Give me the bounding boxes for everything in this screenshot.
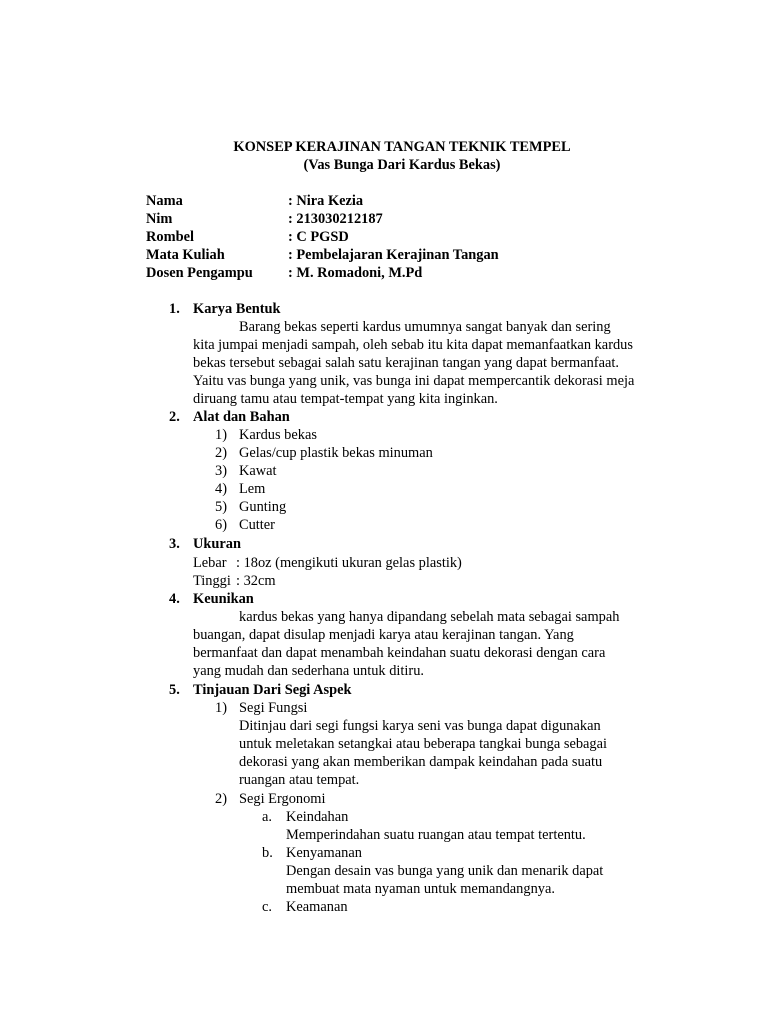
list-item: Cutter	[239, 517, 275, 533]
section-heading-tinjauan: Tinjauan Dari Segi Aspek	[193, 682, 352, 698]
list-item-number: 1)	[215, 427, 227, 443]
list-item-number: 5)	[215, 499, 227, 515]
section-heading-alat-bahan: Alat dan Bahan	[193, 409, 290, 425]
paragraph-line: ruangan atau tempat.	[239, 772, 360, 788]
list-item-number: 2)	[215, 791, 227, 807]
document-subtitle: (Vas Bunga Dari Kardus Bekas)	[303, 157, 501, 173]
list-item-letter: c.	[262, 899, 272, 915]
section-number: 4.	[169, 591, 180, 607]
paragraph-line: dekorasi yang akan memberikan dampak keindahan pada suatu	[239, 754, 603, 770]
section-number: 2.	[169, 409, 180, 425]
paragraph-line: buangan, dapat disulap menjadi karya atau kerajinan tangan. Yang	[193, 627, 574, 643]
list-item-label-kenyamanan: Kenyamanan	[286, 845, 362, 861]
paragraph-line: yang mudah dan sederhana untuk ditiru.	[193, 663, 424, 679]
subsection-label-segi-ergonomi: Segi Ergonomi	[239, 791, 326, 807]
paragraph-line: untuk meletakan setangkai atau beberapa tangkai bunga sebagai	[239, 736, 608, 752]
ukuran-lebar-label: Lebar	[193, 555, 227, 571]
paragraph-line: Memperindahan suatu ruangan atau tempat tertentu.	[286, 827, 586, 843]
list-item: Gelas/cup plastik bekas minuman	[239, 445, 433, 461]
paragraph-line: Ditinjau dari segi fungsi karya seni vas bunga dapat digunakan	[239, 718, 601, 734]
list-item-number: 2)	[215, 445, 227, 461]
identity-label-nama: Nama	[146, 193, 183, 209]
identity-value-nama: : Nira Kezia	[288, 193, 364, 209]
identity-label-rombel: Rombel	[146, 229, 194, 245]
list-item-label-keamanan: Keamanan	[286, 899, 348, 915]
paragraph-line: kardus bekas yang hanya dipandang sebelah mata sebagai sampah	[239, 609, 620, 625]
list-item: Gunting	[239, 499, 287, 515]
section-heading-karya-bentuk: Karya Bentuk	[193, 301, 281, 317]
identity-label-dosen: Dosen Pengampu	[146, 265, 253, 281]
section-number: 5.	[169, 682, 180, 698]
identity-value-mata-kuliah: : Pembelajaran Kerajinan Tangan	[288, 247, 499, 263]
document-title: KONSEP KERAJINAN TANGAN TEKNIK TEMPEL	[233, 139, 571, 155]
list-item: Kardus bekas	[239, 427, 317, 443]
ukuran-lebar-value: : 18oz (mengikuti ukuran gelas plastik)	[236, 555, 462, 571]
paragraph-line: kita jumpai menjadi sampah, oleh sebab itu kita dapat memanfaatkan kardus	[193, 337, 633, 353]
section-number: 1.	[169, 301, 180, 317]
identity-value-rombel: : C PGSD	[288, 229, 349, 245]
paragraph-line: diruang tamu atau tempat-tempat yang kita inginkan.	[193, 391, 498, 407]
paragraph-line: Dengan desain vas bunga yang unik dan menarik dapat	[286, 863, 604, 879]
subsection-label-segi-fungsi: Segi Fungsi	[239, 700, 308, 716]
ukuran-tinggi-value: : 32cm	[236, 573, 276, 589]
list-item: Kawat	[239, 463, 277, 479]
identity-label-mata-kuliah: Mata Kuliah	[146, 247, 225, 263]
paragraph-line: bermanfaat dan dapat menambah keindahan suatu dekorasi dengan cara	[193, 645, 606, 661]
list-item-number: 4)	[215, 481, 227, 497]
list-item-number: 6)	[215, 517, 227, 533]
list-item-number: 3)	[215, 463, 227, 479]
list-item-letter: a.	[262, 809, 272, 825]
section-heading-keunikan: Keunikan	[193, 591, 254, 607]
list-item-letter: b.	[262, 845, 273, 861]
paragraph-line: bekas tersebut sebagai salah satu kerajinan tangan yang dapat bermanfaat.	[193, 355, 619, 371]
paragraph-line: Barang bekas seperti kardus umumnya sangat banyak dan sering	[239, 319, 611, 335]
list-item-label-keindahan: Keindahan	[286, 809, 349, 825]
paragraph-line: Yaitu vas bunga yang unik, vas bunga ini dapat mempercantik dekorasi meja	[193, 373, 635, 389]
paragraph-line: membuat mata nyaman untuk memandangnya.	[286, 881, 555, 897]
section-heading-ukuran: Ukuran	[193, 536, 241, 552]
identity-value-nim: : 213030212187	[288, 211, 383, 227]
ukuran-tinggi-label: Tinggi	[193, 573, 231, 589]
identity-value-dosen: : M. Romadoni, M.Pd	[288, 265, 423, 281]
section-number: 3.	[169, 536, 180, 552]
list-item-number: 1)	[215, 700, 227, 716]
list-item: Lem	[239, 481, 266, 497]
identity-label-nim: Nim	[146, 211, 173, 227]
